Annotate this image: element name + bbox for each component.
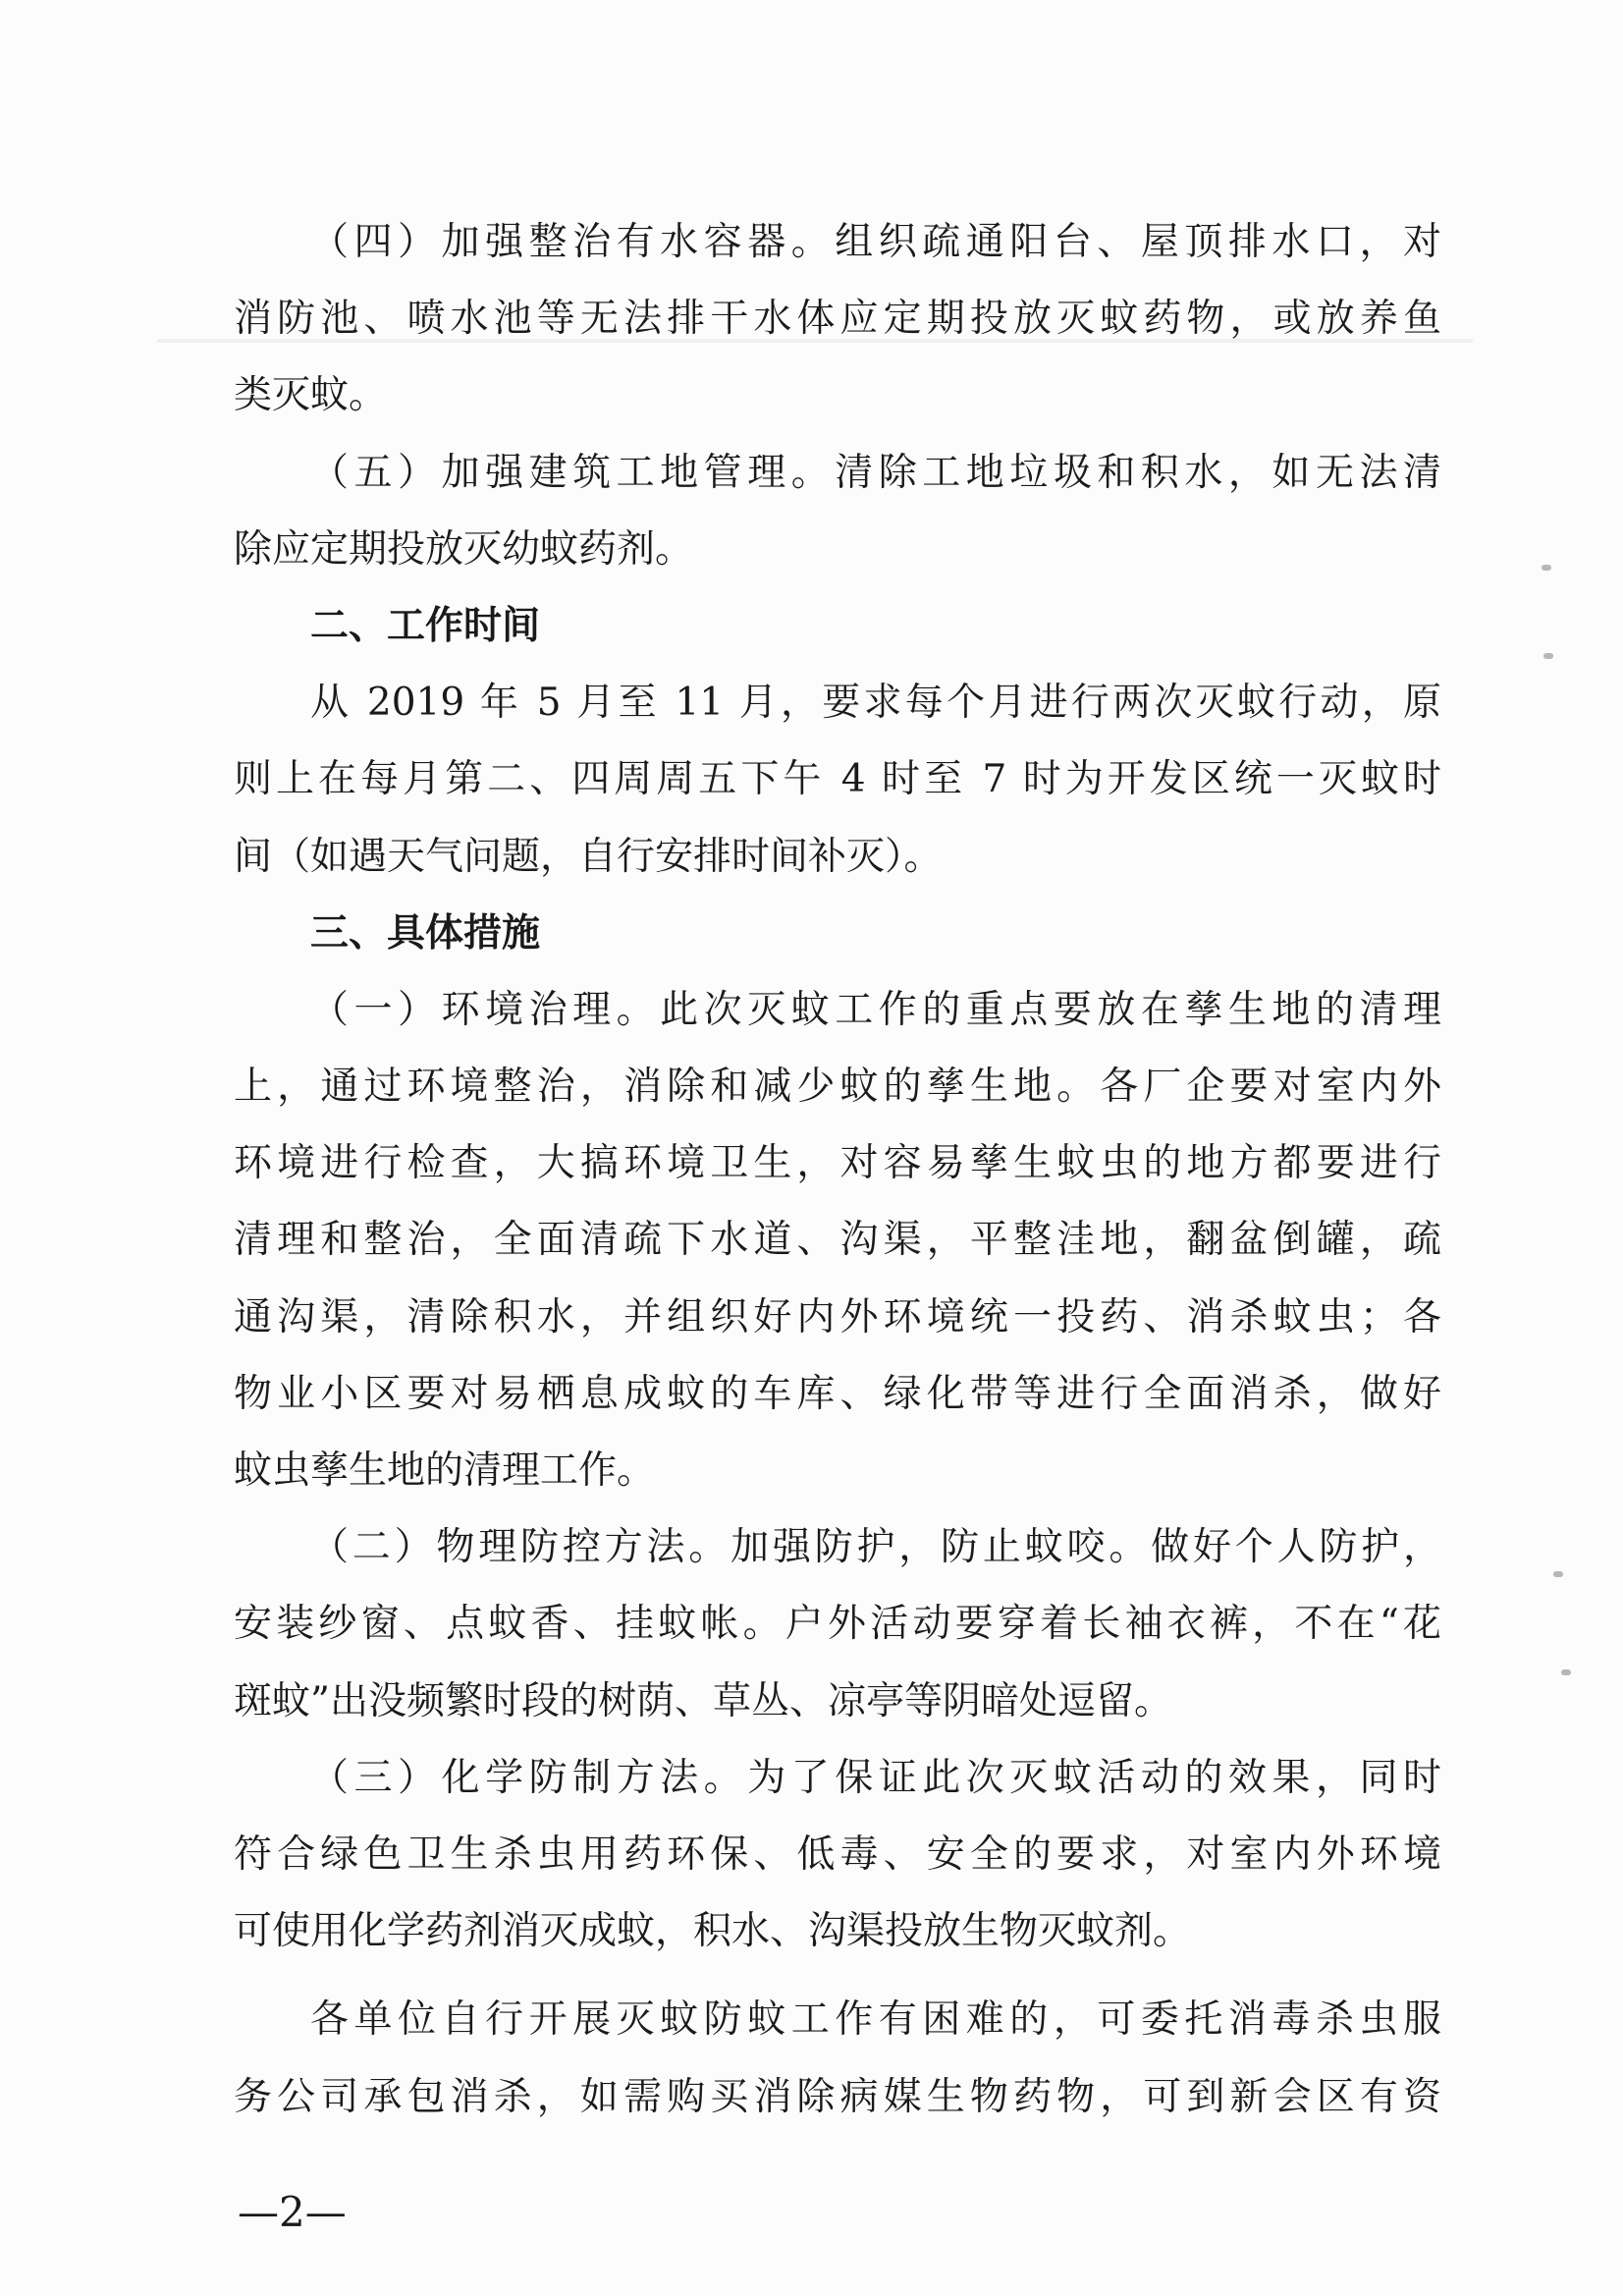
paragraph-line: （五）加强建筑工地管理。清除工地垃圾和积水，如无法清 <box>310 450 1441 495</box>
paragraph-line: （三）化学防制方法。为了保证此次灭蚊活动的效果，同时 <box>310 1755 1441 1800</box>
paragraph-line: 环境进行检查，大搞环境卫生，对容易孳生蚊虫的地方都要进行 <box>234 1141 1441 1186</box>
paragraph-line: 上，通过环境整治，消除和减少蚊的孳生地。各厂企要对室内外 <box>234 1065 1441 1110</box>
paragraph-line: 安装纱窗、点蚊香、挂蚊帐。户外活动要穿着长袖衣裤，不在“花 <box>234 1602 1441 1647</box>
page-number: —2— <box>238 2188 347 2236</box>
paragraph-line: 物业小区要对易栖息成蚊的车库、绿化带等进行全面消杀，做好 <box>234 1371 1441 1416</box>
paragraph-line: 除应定期投放灭幼蚊药剂。 <box>234 526 694 572</box>
paragraph-line: 间（如遇天气问题，自行安排时间补灭）。 <box>234 834 943 879</box>
paragraph-line: 则上在每月第二、四周周五下午 4 时至 7 时为开发区统一灭蚊时 <box>234 757 1441 802</box>
paragraph-line: 通沟渠，清除积水，并组织好内外环境统一投药、消杀蚊虫；各 <box>234 1294 1441 1339</box>
paragraph-line: 类灭蚊。 <box>234 373 388 418</box>
paragraph-line: （四）加强整治有水容器。组织疏通阳台、屋顶排水口，对 <box>310 220 1441 264</box>
paragraph-line: （二）物理防控方法。加强防护，防止蚊咬。做好个人防护， <box>310 1525 1441 1570</box>
scan-speck <box>1561 1669 1571 1675</box>
paragraph-line: 务公司承包消杀，如需购买消除病媒生物药物，可到新会区有资 <box>234 2074 1441 2119</box>
scan-speck <box>1543 653 1553 659</box>
paragraph-line: 斑蚊”出没频繁时段的树荫、草丛、凉亭等阴暗处逗留。 <box>234 1678 1172 1723</box>
paragraph-line: 消防池、喷水池等无法排干水体应定期投放灭蚊药物，或放养鱼 <box>234 297 1441 342</box>
scan-speck <box>1542 565 1551 571</box>
paragraph-line: 清理和整治，全面清疏下水道、沟渠，平整洼地，翻盆倒罐，疏 <box>234 1218 1441 1263</box>
section-heading: 二、工作时间 <box>310 603 541 648</box>
paragraph-line: 各单位自行开展灭蚊防蚊工作有困难的，可委托消毒杀虫服 <box>310 1997 1441 2043</box>
paragraph-line: 从 2019 年 5 月至 11 月，要求每个月进行两次灭蚊行动，原 <box>310 681 1441 726</box>
section-heading: 三、具体措施 <box>310 910 541 956</box>
body-text <box>234 204 1441 2136</box>
paragraph-line: （一）环境治理。此次灭蚊工作的重点要放在孳生地的清理 <box>310 987 1441 1032</box>
paragraph-line: 符合绿色卫生杀虫用药环保、低毒、安全的要求，对室内外环境 <box>234 1831 1441 1877</box>
scan-speck <box>1553 1571 1563 1577</box>
paragraph-line: 蚊虫孳生地的清理工作。 <box>234 1449 656 1493</box>
paragraph-line: 可使用化学药剂消灭成蚊，积水、沟渠投放生物灭蚊剂。 <box>234 1909 1192 1954</box>
